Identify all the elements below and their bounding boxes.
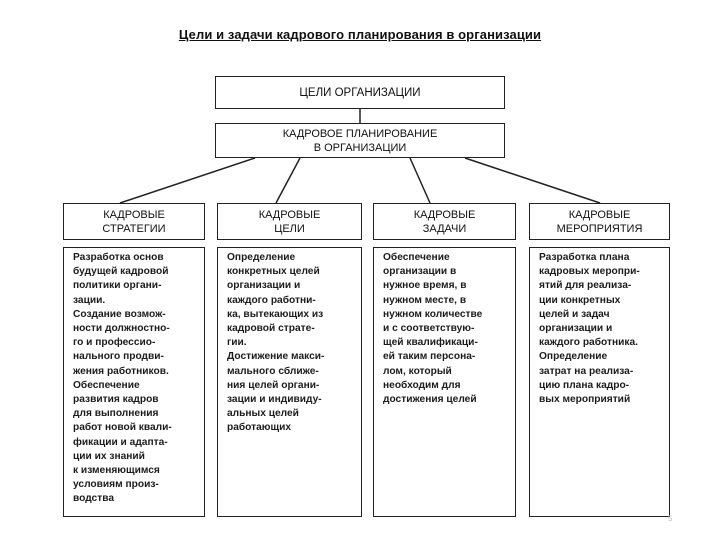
text-line: каждого работника. bbox=[539, 337, 638, 349]
text-line: условиям произ- bbox=[73, 479, 159, 491]
description-measures bbox=[529, 247, 670, 517]
text-line: лом, который bbox=[383, 365, 452, 377]
slide-title: Цели и задачи кадрового планирования в организации bbox=[178, 27, 542, 42]
text-line: Достижение макси- bbox=[227, 351, 325, 363]
header-goals-line-1: КАДРОВЫЕ bbox=[258, 208, 321, 221]
text-line: и с соответствую- bbox=[383, 323, 475, 335]
text-line: каждого работни- bbox=[227, 294, 316, 306]
text-line: нального продви- bbox=[73, 351, 164, 363]
text-line: нужное время, в bbox=[383, 280, 467, 292]
header-goals bbox=[217, 203, 362, 240]
text-line: будущей кадровой bbox=[73, 266, 169, 278]
text-line: достижения целей bbox=[383, 394, 477, 406]
header-measures-line-2: МЕРОПРИЯТИЯ bbox=[556, 222, 643, 235]
connector-to-goals bbox=[276, 158, 300, 203]
text-line: Разработка основ bbox=[73, 252, 164, 263]
text-line: ка, вытекающих из bbox=[227, 308, 324, 320]
text-line: го и профессио- bbox=[73, 337, 156, 349]
text-line: конкретных целей bbox=[227, 266, 320, 278]
hr-planning-label-line-2: В ОРГАНИЗАЦИИ bbox=[313, 141, 407, 154]
text-line: необходим для bbox=[383, 379, 461, 391]
header-tasks bbox=[373, 203, 516, 240]
text-line: альных целей bbox=[227, 408, 299, 420]
header-goals-line-2: ЦЕЛИ bbox=[274, 222, 305, 235]
header-strategies-line-1: КАДРОВЫЕ bbox=[103, 208, 165, 221]
text-line: Разработка плана bbox=[539, 252, 630, 263]
connector-to-strategies bbox=[120, 158, 255, 203]
text-line: работ новой квали- bbox=[73, 422, 172, 434]
page-number: 5 bbox=[668, 514, 673, 523]
text-line: ции конкретных bbox=[539, 294, 621, 306]
text-line: жения работников. bbox=[73, 365, 169, 377]
text-line: политики органи- bbox=[73, 280, 162, 292]
text-line: ния целей органи- bbox=[227, 379, 320, 391]
header-tasks-line-1: КАДРОВЫЕ bbox=[413, 208, 476, 221]
text-line: Определение bbox=[539, 351, 608, 363]
text-line: ей таким персона- bbox=[383, 351, 476, 363]
text-line: работающих bbox=[227, 422, 292, 434]
header-measures-line-1: КАДРОВЫЕ bbox=[568, 208, 631, 221]
organization-goals-label: ЦЕЛИ ОРГАНИЗАЦИИ bbox=[299, 86, 421, 99]
hr-planning-box bbox=[215, 123, 505, 158]
text-line: ности должностно- bbox=[73, 323, 170, 335]
text-line: организации в bbox=[383, 266, 457, 278]
text-line: Определение bbox=[227, 252, 296, 263]
text-line: затрат на реализа- bbox=[539, 365, 634, 377]
text-line: цию плана кадро- bbox=[539, 379, 630, 391]
text-line: вых мероприятий bbox=[539, 394, 631, 406]
text-line: развития кадров bbox=[73, 394, 159, 406]
text-line: целей и задач bbox=[539, 308, 610, 320]
text-line: нужном месте, в bbox=[383, 294, 467, 306]
text-line: мального сближе- bbox=[227, 365, 319, 377]
text-line: щей квалификаци- bbox=[383, 337, 478, 349]
text-line: фикации и адапта- bbox=[73, 436, 168, 448]
text-line: для выполнения bbox=[73, 408, 159, 420]
text-line: зации и индивиду- bbox=[227, 394, 322, 406]
text-line: Создание возмож- bbox=[73, 308, 166, 320]
text-line: кадровых меропри- bbox=[539, 266, 640, 278]
description-tasks bbox=[373, 247, 516, 517]
organization-goals-box bbox=[215, 76, 505, 109]
text-line: зации. bbox=[73, 294, 106, 306]
text-line: организации и bbox=[539, 323, 613, 335]
header-strategies-line-2: СТРАТЕГИИ bbox=[102, 222, 166, 235]
hr-planning-label-line-1: КАДРОВОЕ ПЛАНИРОВАНИЕ bbox=[282, 127, 438, 140]
connector-to-measures bbox=[465, 158, 600, 203]
header-tasks-line-2: ЗАДАЧИ bbox=[422, 222, 467, 235]
description-strategies bbox=[63, 247, 205, 517]
text-line: организации и bbox=[227, 280, 301, 292]
text-line: кадровой страте- bbox=[227, 323, 315, 335]
header-measures bbox=[529, 203, 670, 240]
text-line: Обеспечение bbox=[73, 379, 140, 391]
text-line: ятий для реализа- bbox=[539, 280, 632, 292]
text-line: гии. bbox=[227, 337, 247, 349]
text-line: водства bbox=[73, 493, 114, 505]
text-line: нужном количестве bbox=[383, 308, 483, 320]
text-line: ции их знаний bbox=[73, 450, 145, 462]
text-line: к изменяющимся bbox=[73, 465, 160, 477]
connector-to-tasks bbox=[410, 158, 430, 203]
description-goals bbox=[217, 247, 362, 517]
text-line: Обеспечение bbox=[383, 252, 450, 263]
header-strategies bbox=[63, 203, 205, 240]
